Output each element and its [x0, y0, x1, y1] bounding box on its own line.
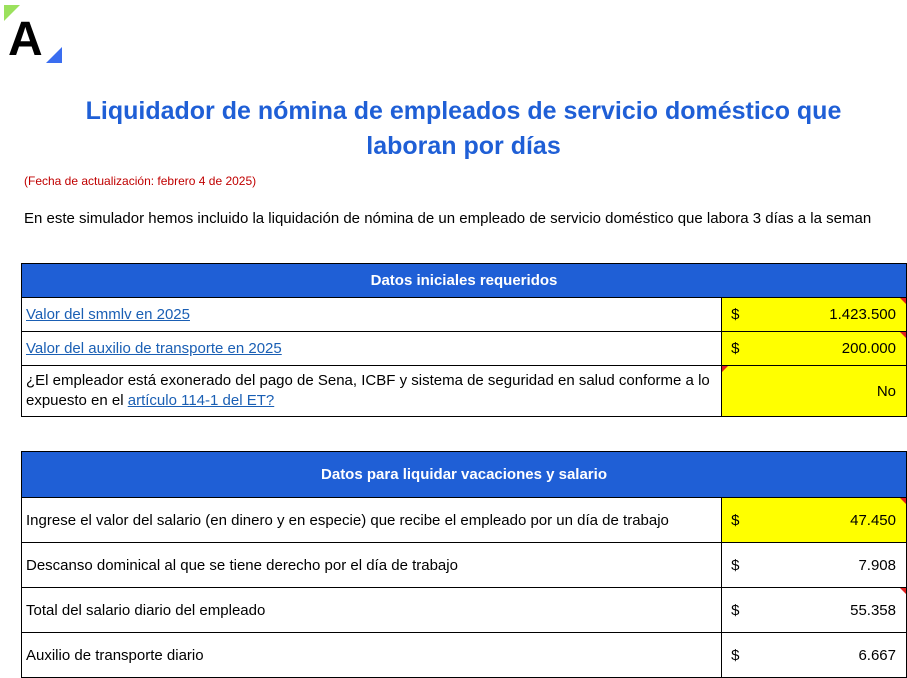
table-row	[22, 498, 907, 543]
table-row	[22, 332, 907, 366]
table-row	[22, 633, 907, 678]
table-row	[22, 588, 907, 633]
table-row	[22, 298, 907, 332]
actualicese-logo	[4, 5, 62, 63]
vacation-salary-table	[21, 451, 907, 678]
sunday-rest-cell: $ 7.908	[722, 543, 907, 588]
smmlv-link[interactable]: Valor del smmlv en 2025	[26, 306, 190, 323]
smmlv-value-cell[interactable]: $ 1.423.500	[722, 298, 907, 332]
comment-marker	[900, 588, 906, 594]
table-row	[22, 543, 907, 588]
comment-marker	[900, 298, 906, 304]
comment-marker	[900, 498, 906, 504]
daily-salary-value: 47.450	[850, 511, 896, 529]
section-header: Datos para liquidar vacaciones y salario	[22, 452, 907, 498]
daily-transport-value: 6.667	[858, 646, 896, 664]
table-row	[22, 366, 907, 417]
daily-transport-label: Auxilio de transporte diario	[22, 633, 722, 678]
daily-salary-label: Ingrese el valor del salario (en dinero y en especie) que recibe el empleado por un día de trabajo	[22, 498, 722, 543]
intro-text: En este simulador hemos incluido la liquidación de nómina de un empleado de servicio doméstico que labora 3 días a la seman	[24, 210, 872, 227]
exonerated-value-cell[interactable]	[722, 366, 907, 417]
total-daily-salary-label: Total del salario diario del empleado	[22, 588, 722, 633]
section-header: Datos iniciales requeridos	[22, 264, 907, 298]
sunday-rest-label: Descanso dominical al que se tiene derecho por el día de trabajo	[22, 543, 722, 588]
article-114-1-link[interactable]: artículo 114-1 del ET?	[127, 392, 275, 409]
total-daily-salary-value: 55.358	[850, 601, 896, 619]
comment-marker	[900, 332, 906, 338]
initial-data-table	[21, 263, 907, 417]
total-daily-salary-cell: $ 55.358	[722, 588, 907, 633]
page-title: Liquidador de nómina de empleados de servicio doméstico que laboran por días	[85, 97, 842, 160]
update-date: (Fecha de actualización: febrero 4 de 2025)	[24, 174, 257, 188]
transport-aid-value-cell[interactable]: $ 200.000	[722, 332, 907, 366]
comment-marker	[722, 366, 728, 372]
exonerated-question: ¿El empleador está exonerado del pago de Sena, ICBF y sistema de seguridad en salud conforme a lo expuesto en el artículo 114-1 del ET?	[22, 366, 722, 417]
transport-aid-link[interactable]: Valor del auxilio de transporte en 2025	[26, 340, 282, 357]
exonerated-value: No	[876, 382, 896, 400]
svg-text:A: A	[8, 13, 43, 63]
smmlv-value: 1.423.500	[829, 306, 896, 323]
transport-aid-value: 200.000	[841, 340, 896, 357]
daily-salary-input[interactable]: $ 47.450	[722, 498, 907, 543]
daily-transport-cell: $ 6.667	[722, 633, 907, 678]
sunday-rest-value: 7.908	[858, 556, 896, 574]
